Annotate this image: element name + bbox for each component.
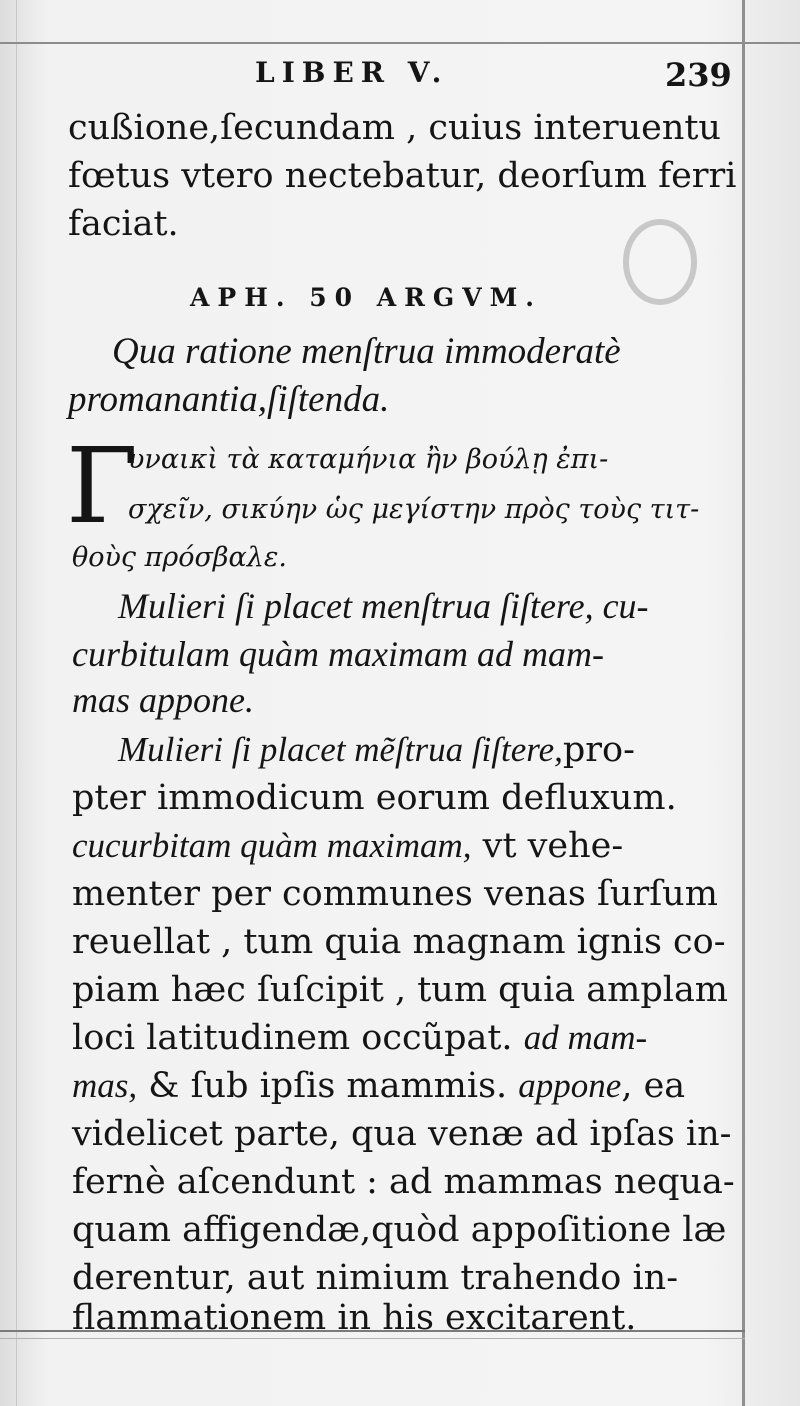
drop-cap: Γ bbox=[66, 425, 139, 547]
commentary-lemma: ad mam- bbox=[523, 1018, 648, 1057]
commentary-text: , ea bbox=[621, 1066, 686, 1106]
commentary-lemma: Mulieri ſi placet mẽſtrua ſiſtere, bbox=[118, 730, 563, 769]
commentary-lemma: appone bbox=[518, 1066, 622, 1105]
commentary-line: videlicet parte, qua venæ ad ipſas in- bbox=[72, 1114, 732, 1154]
page-edge-left bbox=[16, 0, 17, 1406]
commentary-line: quam affigendæ,quòd appoſitione læ bbox=[72, 1210, 727, 1250]
bleed-through-initial-mark bbox=[615, 210, 705, 310]
commentary-line: fernè aſcendunt : ad mammas nequa- bbox=[72, 1162, 735, 1202]
commentary-line: reuellat , tum quia magnam ignis co- bbox=[72, 922, 726, 962]
top-rule bbox=[0, 42, 800, 44]
translation-line: curbitulam quàm maximam ad mam- bbox=[72, 634, 604, 674]
commentary-line: pter immodicum eorum defluxum. bbox=[72, 778, 677, 818]
commentary-line: piam hæc ſuſcipit , tum quia amplam bbox=[72, 970, 728, 1010]
greek-line: σχεῖν, σικύην ὡς μεγίστην πρὸς τοὺς τιτ- bbox=[128, 494, 700, 525]
translation-line: Mulieri ſi placet menſtrua ſiſtere, cu- bbox=[118, 586, 649, 626]
commentary-text: loci latitudinem occũpat. bbox=[72, 1018, 513, 1058]
text-line: faciat. bbox=[68, 204, 179, 244]
commentary-lemma: mas, bbox=[72, 1066, 138, 1105]
commentary-line: menter per communes venas ſurſum bbox=[72, 874, 718, 914]
commentary-line bbox=[72, 1066, 685, 1106]
aphorism-heading: APH. 50 ARGVM. bbox=[190, 283, 543, 312]
commentary-text: pro- bbox=[562, 730, 635, 770]
commentary-line bbox=[72, 826, 623, 866]
commentary-lemma: cucurbitam quàm maximam, bbox=[72, 826, 472, 865]
commentary-line: derentur, aut nimium trahendo in- bbox=[72, 1258, 679, 1298]
argument-line: promanantia,ſiſtenda. bbox=[68, 379, 390, 420]
running-head: LIBER V. bbox=[255, 56, 449, 89]
commentary-line bbox=[72, 1018, 647, 1058]
text-line: fœtus vtero nectebatur, deorſum ferri bbox=[68, 156, 737, 196]
commentary-text: vt vehe- bbox=[482, 826, 624, 866]
commentary-line: flammationem in his excitarent. bbox=[72, 1298, 637, 1338]
translation-line: mas appone. bbox=[72, 680, 254, 720]
commentary-line bbox=[118, 730, 635, 770]
argument-line: Qua ratione menſtrua immoderatè bbox=[112, 331, 621, 372]
commentary-text: & ſub ipſis mammis. bbox=[148, 1066, 508, 1106]
text-line: cußione,ſecundam , cuius interuentu bbox=[68, 108, 721, 148]
greek-line: υναικὶ τὰ καταμήνια ἢν βούλῃ ἐπι- bbox=[128, 444, 609, 475]
greek-line: θοὺς πρόσβαλε. bbox=[72, 542, 287, 573]
page-number: 239 bbox=[665, 56, 732, 94]
bottom-rule-faint bbox=[0, 1338, 745, 1339]
gutter-rule bbox=[742, 0, 745, 1406]
